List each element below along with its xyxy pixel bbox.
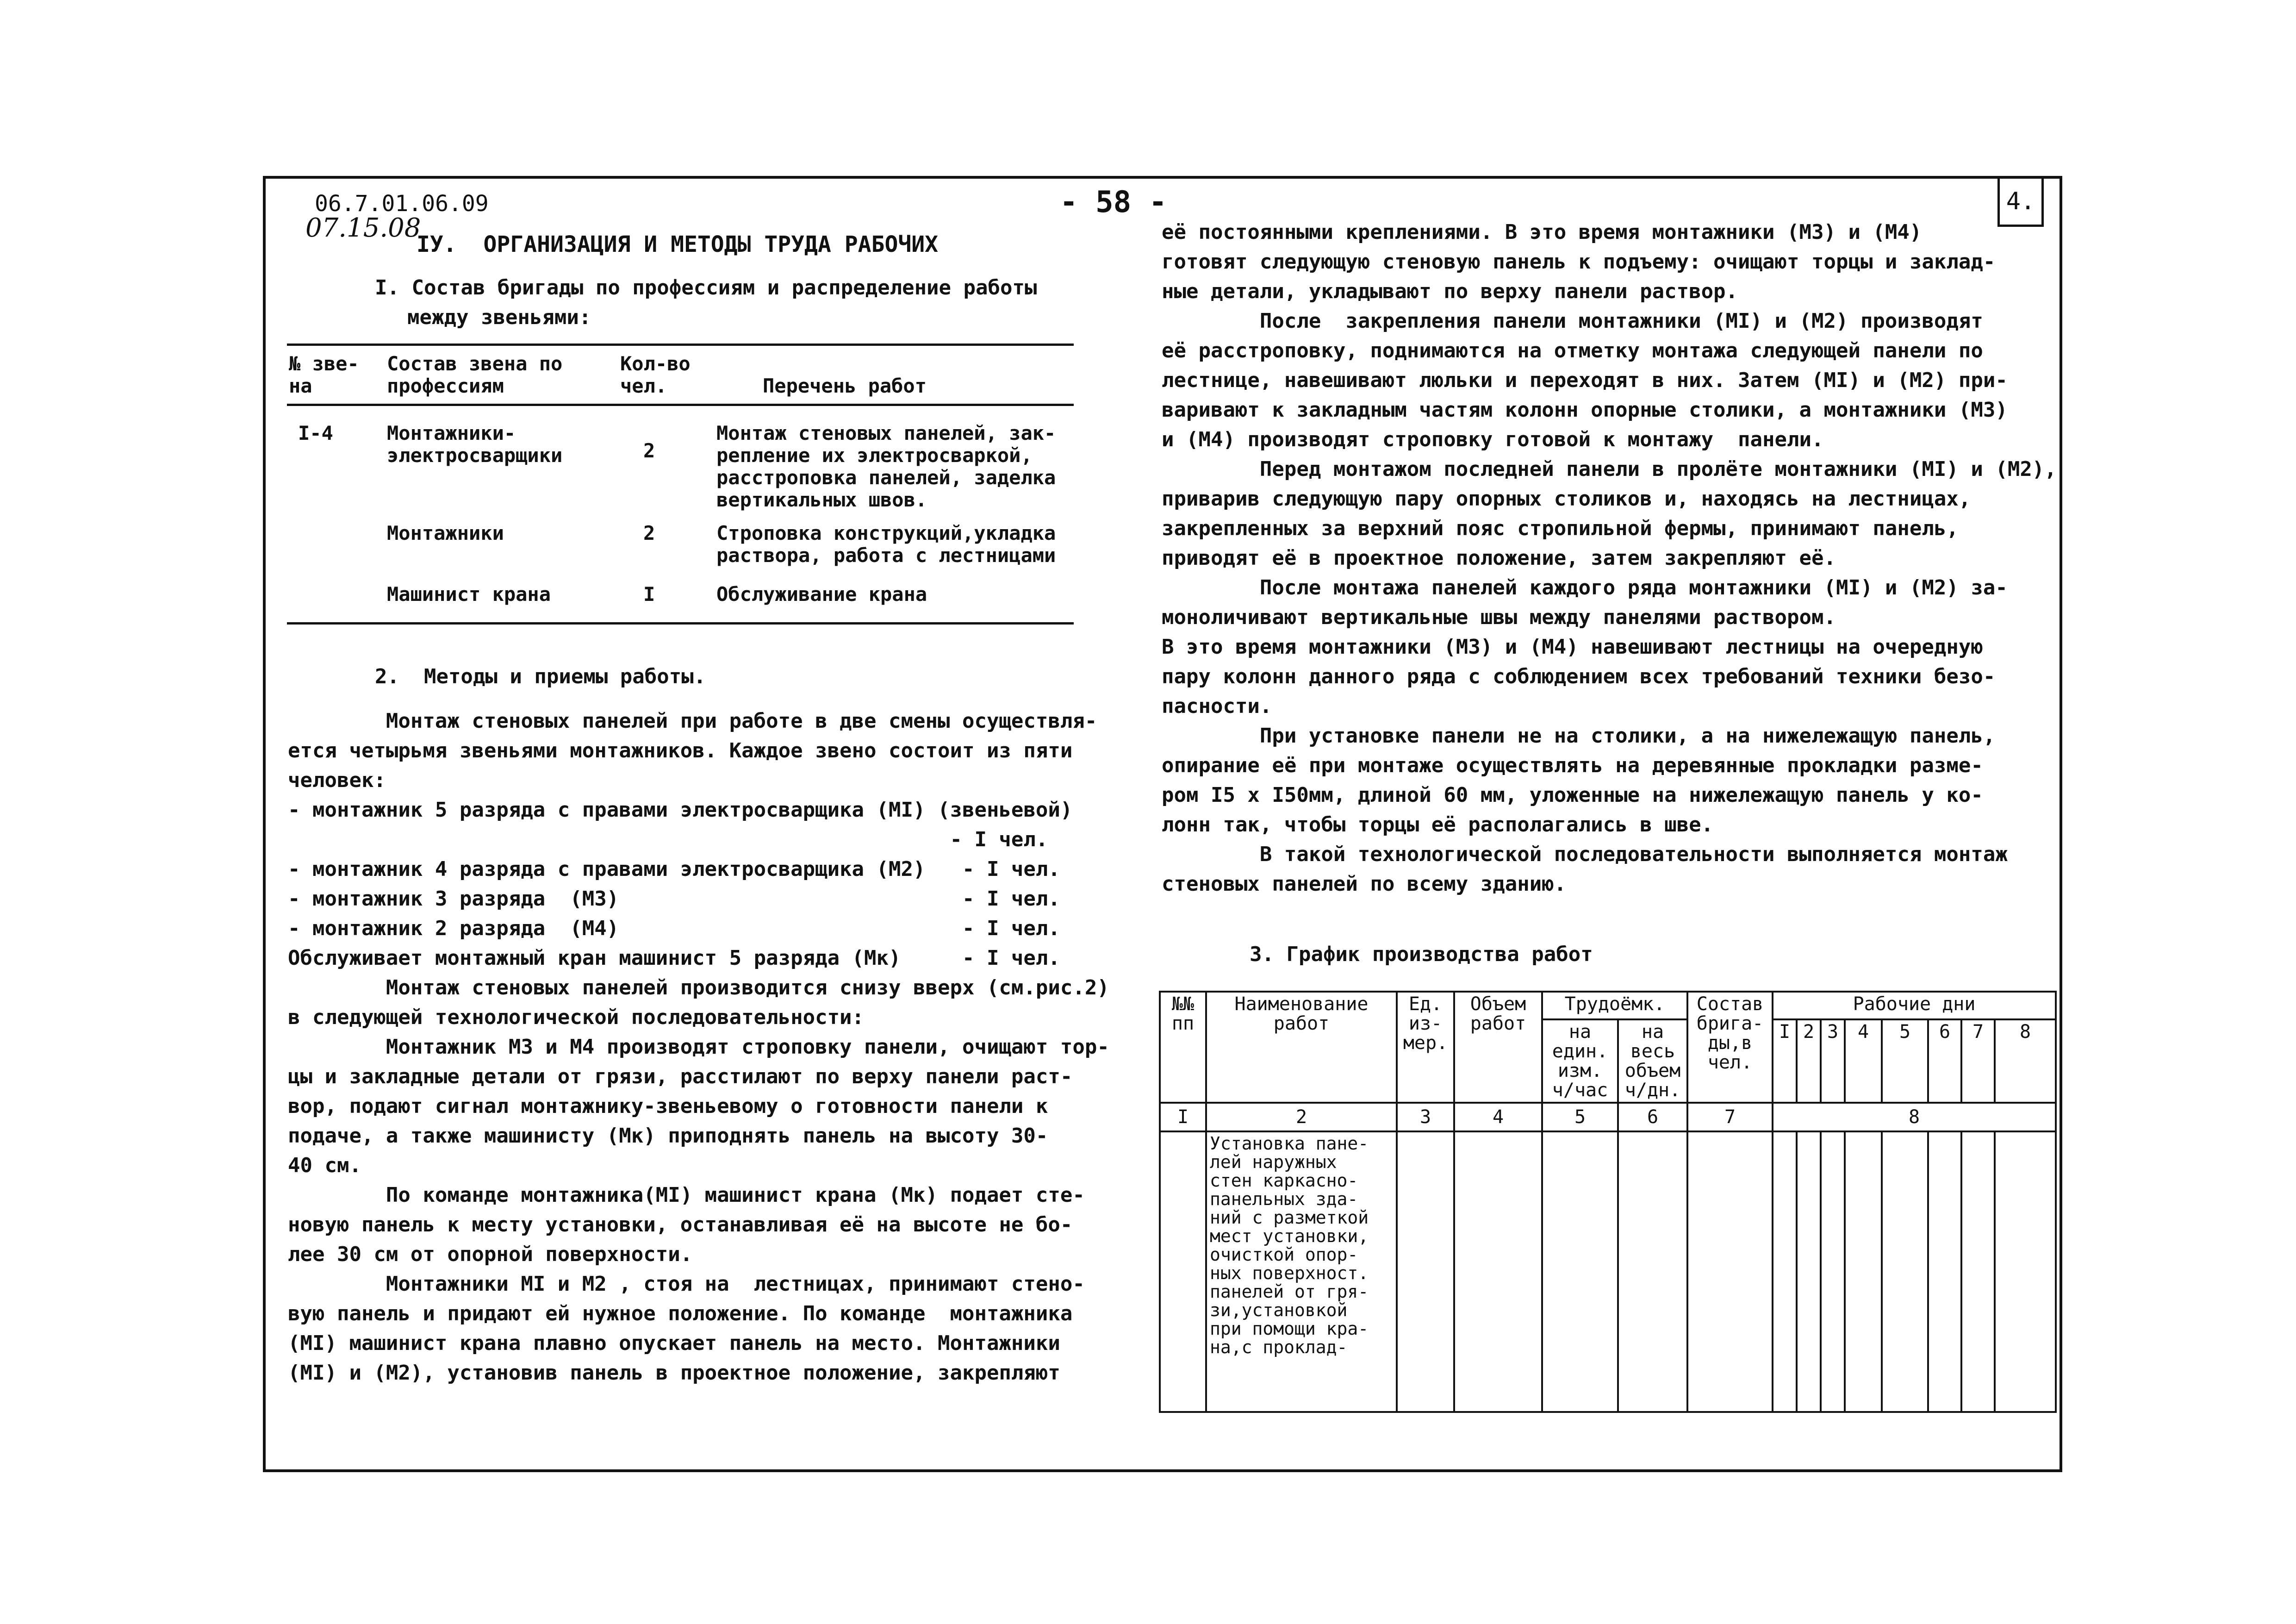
schedule-cell — [1542, 1131, 1618, 1412]
text-line: Монтажники МI и М2 , стоя на лестницах, принимают стено- — [288, 1272, 1085, 1296]
section-2-title: 2. Методы и приемы работы. — [375, 665, 706, 688]
team-header-count: Кол-во чел. — [620, 352, 691, 397]
text-line: приводят её в проектное положение, затем закрепляют её. — [1162, 546, 1836, 570]
text-line: в следующей технологической последовательности: — [288, 1006, 865, 1029]
left-column-text — [288, 706, 1109, 1388]
text-line: (МI) и (М2), установив панель в проектное положение, закрепляют — [288, 1361, 1060, 1385]
text-line: лее 30 см от опорной поверхности. — [288, 1243, 693, 1266]
schedule-cell — [1797, 1131, 1821, 1412]
text-line: После закрепления панели монтажники (МI) и (М2) производят — [1162, 309, 1983, 333]
text-line: лонн так, чтобы торцы её располагались в шве. — [1162, 813, 1714, 837]
text-line: В это время монтажники (М3) и (М4) навешивают лестницы на очередную — [1162, 635, 1983, 659]
text-line: и (М4) производят строповку готовой к монтажу панели. — [1162, 428, 1824, 451]
schedule-header-crew: Состав брига- ды,в чел. — [1687, 992, 1773, 1103]
column-number: 4 — [1454, 1103, 1542, 1131]
schedule-cell — [1821, 1131, 1845, 1412]
team-table-bottom-rule — [287, 622, 1074, 625]
team-row-composition: Монтажники- электросварщики — [387, 422, 563, 467]
column-number: 2 — [1206, 1103, 1397, 1131]
text-line: Монтаж стеновых панелей при работе в две смены осуществля- — [288, 709, 1097, 733]
text-line: - монтажник 4 разряда с правами электросварщика (М2) - I чел. — [288, 857, 1060, 881]
text-line: В такой технологической последовательности выполняется монтаж — [1162, 843, 2008, 866]
schedule-header-num: №№ пп — [1160, 992, 1206, 1103]
text-line: ные детали, укладывают по верху панели раствор. — [1162, 280, 1738, 303]
right-column-text — [1162, 218, 2057, 899]
text-line: цы и закладные детали от грязи, расстилают по верху панели раст- — [288, 1065, 1073, 1088]
column-number: 5 — [1542, 1103, 1618, 1131]
schedule-cell — [1687, 1131, 1773, 1412]
team-row-composition: Монтажники — [387, 522, 504, 544]
schedule-header-volume: Объем работ — [1454, 992, 1542, 1103]
text-line: 40 см. — [288, 1154, 361, 1177]
text-line: опирание её при монтаже осуществлять на деревянные прокладки разме- — [1162, 754, 1983, 777]
schedule-table — [1159, 991, 2055, 1413]
corner-number: 4. — [2006, 187, 2035, 215]
text-line: её расстроповку, поднимаются на отметку монтажа следующей панели по — [1162, 339, 1983, 362]
schedule-cell — [1961, 1131, 1995, 1412]
subsection-1-title-line2: между звеньями: — [407, 306, 591, 329]
page-number: - 58 - — [1060, 185, 1167, 219]
table-row — [1160, 1131, 2056, 1412]
team-table-top-rule — [287, 344, 1074, 346]
text-line: - I чел. — [288, 828, 1048, 851]
schedule-row-name: Установка пане- лей наружных стен каркасно- панельных зда- ний с разметкой мест установки, очисткой опор- ных поверхност. панелей от гря- зи,установкой при помощи кра- на,с проклад- — [1206, 1131, 1397, 1412]
team-header-works: Перечень работ — [763, 375, 927, 397]
text-line: приварив следующую пару опорных столиков и, находясь на лестницах, — [1162, 487, 1971, 511]
schedule-day: 7 — [1961, 1019, 1995, 1103]
team-row-num: I-4 — [298, 422, 333, 444]
text-line: ется четырьмя звеньями монтажников. Каждое звено состоит из пяти — [288, 739, 1073, 762]
schedule-header-name: Наименование работ — [1206, 992, 1397, 1103]
team-row-composition: Машинист крана — [387, 583, 551, 606]
text-line: Перед монтажом последней панели в пролёте монтажники (МI) и (М2), — [1162, 457, 2057, 481]
team-row-works: Обслуживание крана — [716, 583, 927, 606]
team-header-num: № зве- на — [289, 352, 359, 397]
text-line: (МI) машинист крана плавно опускает панель на место. Монтажники — [288, 1331, 1060, 1355]
text-line: - монтажник 2 разряда (М4) - I чел. — [288, 917, 1060, 940]
schedule-day: 4 — [1845, 1019, 1882, 1103]
text-line: человек: — [288, 768, 386, 792]
text-line: вор, подают сигнал монтажнику-звеньевому о готовности панели к — [288, 1094, 1048, 1118]
schedule-cell — [1928, 1131, 1961, 1412]
text-line: новую панель к месту установки, останавливая её на высоте не бо- — [288, 1213, 1073, 1237]
column-number: 7 — [1687, 1103, 1773, 1131]
team-row-count: 2 — [643, 522, 655, 544]
text-line: Монтаж стеновых панелей производится снизу вверх (см.рис.2) — [288, 976, 1109, 999]
text-line: стеновых панелей по всему зданию. — [1162, 872, 1567, 896]
schedule-day: I — [1773, 1019, 1797, 1103]
schedule-day: 3 — [1821, 1019, 1845, 1103]
text-line: вую панель и придают ей нужное положение. По команде монтажника — [288, 1302, 1073, 1325]
schedule-cell — [1882, 1131, 1928, 1412]
team-table-header-rule — [287, 404, 1074, 406]
schedule-cell — [1454, 1131, 1542, 1412]
team-row-count: I — [643, 583, 655, 606]
section-3-title: 3. График производства работ — [1250, 943, 1593, 966]
column-number: 6 — [1618, 1103, 1687, 1131]
schedule-cell — [1845, 1131, 1882, 1412]
team-header-composition: Состав звена по профессиям — [387, 352, 563, 397]
text-line: моноличивают вертикальные швы между панелями раствором. — [1162, 606, 1836, 629]
column-number: 8 — [1773, 1103, 2056, 1131]
column-number: I — [1160, 1103, 1206, 1131]
text-line: пару колонн данного ряда с соблюдением всех требований техники безо- — [1162, 665, 1996, 688]
text-line: Монтажник М3 и М4 производят строповку панели, очищают тор- — [288, 1035, 1109, 1059]
schedule-header-days: Рабочие дни — [1773, 992, 2056, 1019]
schedule-cell — [1397, 1131, 1454, 1412]
text-line: ром I5 х I50мм, длиной 60 мм, уложенные на нижележащую панель у ко- — [1162, 783, 1983, 807]
handwritten-code: 07.15.08 — [305, 213, 421, 243]
schedule-day: 6 — [1928, 1019, 1961, 1103]
text-line: После монтажа панелей каждого ряда монтажники (МI) и (М2) за- — [1162, 576, 2008, 600]
team-row-works: Строповка конструкций,укладка раствора, работа с лестницами — [716, 522, 1056, 567]
text-line: Обслуживает монтажный кран машинист 5 разряда (Мк) - I чел. — [288, 946, 1060, 970]
text-line: закрепленных за верхний пояс стропильной фермы, принимают панель, — [1162, 517, 1959, 540]
text-line: - монтажник 3 разряда (М3) - I чел. — [288, 887, 1060, 911]
schedule-day: 8 — [1995, 1019, 2056, 1103]
schedule-header-labor: Трудоёмк. — [1542, 992, 1687, 1019]
team-row-works: Монтаж стеновых панелей, зак- репление их электросваркой, расстроповка панелей, заделка вертикальных швов. — [716, 422, 1056, 511]
schedule-header-labor-unit: на един. изм. ч/час — [1542, 1019, 1618, 1103]
text-line: При установке панели не на столики, а на нижележащую панель, — [1162, 724, 1996, 748]
schedule-cell — [1618, 1131, 1687, 1412]
text-line: лестнице, навешивают люльки и переходят в них. Затем (МI) и (М2) при- — [1162, 369, 2008, 392]
column-number: 3 — [1397, 1103, 1454, 1131]
schedule-header-unit: Ед. из- мер. — [1397, 992, 1454, 1103]
subsection-1-title-line1: I. Состав бригады по профессиям и распределение работы — [375, 276, 1037, 300]
text-line: её постоянными креплениями. В это время монтажники (М3) и (М4) — [1162, 220, 1922, 244]
text-line: По команде монтажника(МI) машинист крана (Мк) подает сте- — [288, 1183, 1085, 1207]
schedule-header-labor-total: на весь объем ч/дн. — [1618, 1019, 1687, 1103]
text-line: готовят следующую стеновую панель к подъему: очищают торцы и заклад- — [1162, 250, 1996, 274]
text-line: варивают к закладным частям колонн опорные столики, а монтажники (М3) — [1162, 398, 2008, 422]
schedule-day: 5 — [1882, 1019, 1928, 1103]
text-line: пасности. — [1162, 694, 1272, 718]
section-title: IУ. ОРГАНИЗАЦИЯ И МЕТОДЫ ТРУДА РАБОЧИХ — [417, 231, 939, 257]
schedule-cell — [1773, 1131, 1797, 1412]
text-line: - монтажник 5 разряда с правами электросварщика (МI) (звеньевой) — [288, 798, 1073, 822]
schedule-day: 2 — [1797, 1019, 1821, 1103]
text-line: подаче, а также машинисту (Мк) приподнять панель на высоту 30- — [288, 1124, 1048, 1148]
schedule-cell — [1160, 1131, 1206, 1412]
team-row-count: 2 — [643, 439, 655, 462]
document-code: 06.7.01.06.09 — [315, 191, 489, 217]
schedule-cell — [1995, 1131, 2056, 1412]
